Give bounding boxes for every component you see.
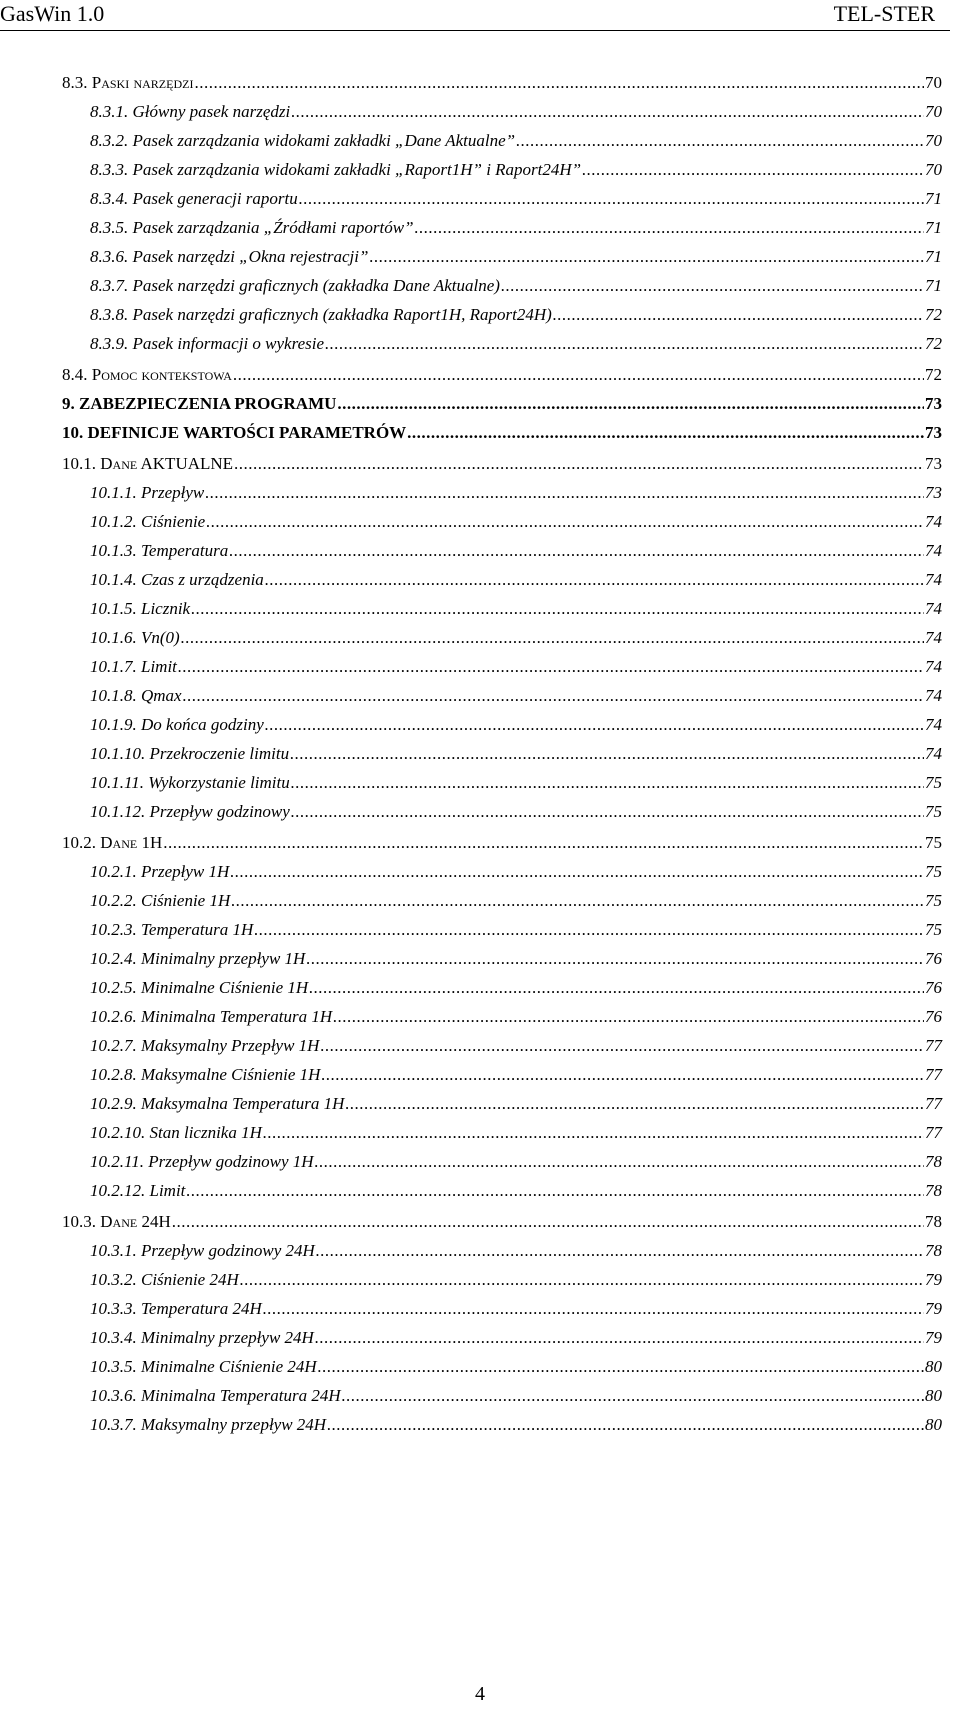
toc-entry-label: Przekroczenie limitu	[149, 744, 290, 763]
toc-entry-page: 79	[925, 1299, 942, 1318]
toc-entry-title	[90, 1176, 185, 1206]
toc-entry-label: Minimalna Temperatura 1H	[141, 1007, 333, 1026]
toc-entry[interactable]	[90, 768, 942, 798]
toc-entry-number: 10.1.2.	[90, 512, 137, 531]
toc-entry-title	[90, 1294, 262, 1324]
toc-entry[interactable]	[90, 710, 942, 740]
toc-entry-label: Przepływ 1H	[141, 862, 230, 881]
toc-entry-page: 70	[925, 160, 942, 179]
dot-leader	[172, 1207, 924, 1237]
toc-entry-page: 75	[925, 773, 942, 792]
toc-entry[interactable]	[90, 213, 942, 243]
toc-entry[interactable]	[90, 1265, 942, 1295]
toc-entry-label: Minimalne Ciśnienie 24H	[141, 1357, 317, 1376]
toc-entry-number: 10.1.	[62, 454, 96, 473]
dot-leader	[333, 1002, 924, 1032]
toc-entry-number: 10.1.4.	[90, 570, 137, 589]
toc-entry-label: Do końca godziny	[141, 715, 264, 734]
header-app-title: GasWin 1.0	[0, 1, 105, 26]
toc-entry-title	[90, 1147, 314, 1177]
toc-entry[interactable]	[62, 360, 942, 390]
dot-leader	[299, 184, 924, 214]
toc-entry-number: 8.3.8.	[90, 305, 129, 324]
toc-entry-page: 77	[925, 1065, 942, 1084]
dot-leader	[316, 1236, 924, 1266]
toc-entry-number: 8.3.5.	[90, 218, 129, 237]
toc-entry-number: 10.1.5.	[90, 599, 137, 618]
toc-entry[interactable]	[90, 1002, 942, 1032]
toc-entry[interactable]	[90, 300, 942, 330]
toc-entry-page: 70	[925, 73, 942, 92]
dot-leader	[263, 1294, 924, 1324]
toc-entry-page: 77	[925, 1123, 942, 1142]
toc-entry-title	[90, 565, 264, 595]
toc-entry[interactable]	[62, 389, 942, 419]
toc-entry-title	[62, 828, 162, 858]
toc-entry-title	[90, 1381, 341, 1411]
dot-leader	[291, 797, 924, 827]
dot-leader	[206, 507, 924, 537]
dot-leader	[231, 886, 924, 916]
toc-entry-number: 8.3.1.	[90, 102, 129, 121]
dot-leader	[254, 915, 924, 945]
dot-leader	[163, 828, 924, 858]
toc-entry-label: Ciśnienie	[141, 512, 206, 531]
toc-entry-page: 78	[925, 1181, 942, 1200]
toc-entry-title	[90, 1352, 317, 1382]
toc-entry-title	[90, 507, 205, 537]
toc-entry-page: 78	[925, 1212, 942, 1231]
toc-entry-label: Przepływ	[141, 483, 205, 502]
dot-leader	[321, 1060, 924, 1090]
toc-entry-page: 77	[925, 1036, 942, 1055]
dot-leader	[233, 360, 924, 390]
toc-entry-title	[90, 1410, 326, 1440]
toc-entry-label: Ciśnienie 24H	[141, 1270, 239, 1289]
toc-entry-number: 10.2.10.	[90, 1123, 146, 1142]
dot-leader	[369, 242, 924, 272]
toc-entry-label: Pasek informacji o wykresie	[132, 334, 325, 353]
toc-entry-label: Maksymalne Ciśnienie 1H	[141, 1065, 321, 1084]
toc-entry-title	[62, 360, 232, 390]
toc-entry-number: 10.2.8.	[90, 1065, 137, 1084]
toc-entry[interactable]	[90, 155, 942, 185]
toc-entry-title	[62, 389, 336, 419]
toc-entry-label: Maksymalna Temperatura 1H	[141, 1094, 345, 1113]
toc-entry-title	[90, 329, 324, 359]
toc-entry[interactable]	[90, 1089, 942, 1119]
toc-entry[interactable]	[90, 1147, 942, 1177]
dot-leader	[415, 213, 924, 243]
dot-leader	[320, 1031, 924, 1061]
toc-entry-label: Główny pasek narzędzi	[132, 102, 291, 121]
toc-entry-label: Limit	[141, 657, 177, 676]
toc-entry-title	[62, 1207, 171, 1237]
toc-entry[interactable]	[90, 1031, 942, 1061]
toc-entry[interactable]	[90, 1323, 942, 1353]
toc-entry-number: 10.1.11.	[90, 773, 144, 792]
toc-entry-label: Przepływ godzinowy	[149, 802, 290, 821]
toc-entry[interactable]	[90, 1381, 942, 1411]
toc-entry-number: 8.4.	[62, 365, 88, 384]
toc-entry-number: 10.1.1.	[90, 483, 137, 502]
toc-entry-page: 74	[925, 715, 942, 734]
toc-entry-label: Czas z urządzenia	[141, 570, 264, 589]
toc-entry-number: 10.2.4.	[90, 949, 137, 968]
toc-entry-title	[90, 478, 204, 508]
toc-entry-number: 10.1.7.	[90, 657, 137, 676]
toc-entry-label: Przepływ godzinowy 24H	[141, 1241, 315, 1260]
toc-entry-label: Dane 24H	[100, 1212, 171, 1231]
toc-entry-label: Dane 1H	[100, 833, 163, 852]
toc-entry[interactable]	[90, 1118, 942, 1148]
toc-entry-label: Maksymalny przepływ 24H	[141, 1415, 327, 1434]
toc-entry-number: 10.3.5.	[90, 1357, 137, 1376]
toc-entry[interactable]	[90, 1352, 942, 1382]
toc-entry-number: 10.1.8.	[90, 686, 137, 705]
header-company: TEL-STER	[833, 1, 935, 26]
toc-entry[interactable]	[90, 1060, 942, 1090]
toc-entry-title	[90, 271, 500, 301]
dot-leader	[553, 300, 924, 330]
dot-leader	[337, 389, 924, 419]
toc-entry[interactable]	[90, 681, 942, 711]
toc-entry-page: 72	[925, 305, 942, 324]
toc-entry-title	[62, 418, 406, 448]
dot-leader	[501, 271, 924, 301]
toc-entry-page: 74	[925, 570, 942, 589]
dot-leader	[582, 155, 924, 185]
toc-entry-title	[90, 242, 368, 272]
toc-entry[interactable]	[62, 1207, 942, 1237]
toc-entry-page: 75	[925, 862, 942, 881]
toc-entry[interactable]	[90, 739, 942, 769]
toc-entry-page: 72	[925, 334, 942, 353]
toc-entry-label: Maksymalny Przepływ 1H	[141, 1036, 320, 1055]
toc-entry-page: 80	[925, 1386, 942, 1405]
toc-entry-title	[90, 681, 182, 711]
toc-entry-label: Minimalny przepływ 24H	[141, 1328, 314, 1347]
toc-entry-number: 10.2.11.	[90, 1152, 144, 1171]
toc-entry-number: 8.3.7.	[90, 276, 129, 295]
toc-entry-label: Wykorzystanie limitu	[148, 773, 290, 792]
toc-entry-page: 75	[925, 891, 942, 910]
toc-entry-page: 79	[925, 1328, 942, 1347]
toc-entry[interactable]	[62, 418, 942, 448]
toc-entry[interactable]	[90, 1236, 942, 1266]
toc-entry-title	[90, 1323, 314, 1353]
toc-entry-label: Pasek zarządzania widokami zakładki „Dane Aktualne”	[132, 131, 516, 150]
toc-entry-page: 74	[925, 599, 942, 618]
toc-entry-label: Temperatura 24H	[141, 1299, 262, 1318]
toc-entry-number: 10.2.9.	[90, 1094, 137, 1113]
toc-entry[interactable]	[90, 915, 942, 945]
toc-entry-label: Dane AKTUALNE	[100, 454, 234, 473]
toc-entry-page: 76	[925, 949, 942, 968]
toc-entry-number: 8.3.	[62, 73, 88, 92]
toc-entry-page: 78	[925, 1241, 942, 1260]
toc-entry-page: 74	[925, 628, 942, 647]
toc-entry-title	[90, 1002, 332, 1032]
dot-leader	[194, 68, 924, 98]
toc-entry-number: 10.1.6.	[90, 628, 137, 647]
toc-entry-title	[90, 1236, 315, 1266]
toc-entry[interactable]	[90, 565, 942, 595]
dot-leader	[290, 739, 924, 769]
toc-entry-label: Temperatura	[141, 541, 229, 560]
toc-entry-label: Minimalne Ciśnienie 1H	[141, 978, 309, 997]
dot-leader	[191, 594, 924, 624]
toc-entry-number: 10.3.1.	[90, 1241, 137, 1260]
toc-entry-title	[90, 184, 298, 214]
toc-entry-title	[90, 652, 177, 682]
toc-entry-title	[90, 300, 552, 330]
toc-entry-page: 73	[925, 423, 942, 442]
toc-entry-page: 75	[925, 802, 942, 821]
toc-entry-number: 10.3.	[62, 1212, 96, 1231]
toc-entry-page: 71	[925, 189, 942, 208]
toc-entry-number: 10.2.5.	[90, 978, 137, 997]
dot-leader	[181, 623, 924, 653]
toc-entry-label: Pasek narzędzi „Okna rejestracji”	[132, 247, 369, 266]
toc-entry-number: 9.	[62, 394, 75, 413]
toc-entry[interactable]	[90, 1410, 942, 1440]
dot-leader	[234, 449, 924, 479]
toc-entry-label: Vn(0)	[141, 628, 180, 647]
toc-entry-label: Pasek generacji raportu	[132, 189, 298, 208]
toc-entry-title	[90, 944, 305, 974]
dot-leader	[205, 478, 924, 508]
toc-entry-page: 73	[925, 454, 942, 473]
toc-entry-page: 74	[925, 744, 942, 763]
toc-entry-page: 74	[925, 686, 942, 705]
toc-entry-page: 70	[925, 102, 942, 121]
toc-entry-page: 78	[925, 1152, 942, 1171]
dot-leader	[407, 418, 924, 448]
toc-entry-page: 77	[925, 1094, 942, 1113]
toc-entry-number: 10.1.12.	[90, 802, 146, 821]
dot-leader	[291, 97, 924, 127]
toc-entry-page: 73	[925, 483, 942, 502]
toc-entry-label: Pomoc kontekstowa	[91, 365, 232, 384]
toc-entry-page: 75	[925, 833, 942, 852]
toc-entry-label: Minimalny przepływ 1H	[141, 949, 306, 968]
toc-entry[interactable]	[90, 97, 942, 127]
toc-entry-title	[90, 1031, 319, 1061]
toc-entry-title	[62, 449, 233, 479]
toc-entry-page: 75	[925, 920, 942, 939]
toc-entry-number: 8.3.3.	[90, 160, 129, 179]
toc-entry-label: Paski narzędzi	[91, 73, 194, 92]
dot-leader	[318, 1352, 924, 1382]
toc-entry-label: Pasek narzędzi graficznych (zakładka Dane Aktualne)	[132, 276, 500, 295]
dot-leader	[265, 710, 924, 740]
toc-entry-label: Limit	[149, 1181, 186, 1200]
toc-entry-title	[90, 1118, 262, 1148]
toc-entry[interactable]	[90, 329, 942, 359]
toc-entry-title	[90, 155, 581, 185]
toc-entry-label: ZABEZPIECZENIA PROGRAMU	[79, 394, 337, 413]
toc-entry-page: 72	[925, 365, 942, 384]
dot-leader	[265, 565, 924, 595]
dot-leader	[345, 1089, 924, 1119]
toc-entry[interactable]	[90, 973, 942, 1003]
toc-entry-number: 8.3.4.	[90, 189, 129, 208]
toc-entry-number: 10.2.12.	[90, 1181, 146, 1200]
toc-entry[interactable]	[90, 271, 942, 301]
toc-entry-label: Minimalna Temperatura 24H	[141, 1386, 341, 1405]
toc-entry[interactable]	[90, 857, 942, 887]
toc-entry-title	[90, 739, 289, 769]
toc-entry[interactable]	[62, 828, 942, 858]
toc-entry-number: 10.2.2.	[90, 891, 137, 910]
toc-entry-title	[90, 797, 290, 827]
toc-entry[interactable]	[62, 449, 942, 479]
page-number: 4	[475, 1683, 485, 1705]
toc-entry[interactable]	[90, 126, 942, 156]
toc-entry-title	[90, 915, 253, 945]
toc-entry-number: 8.3.9.	[90, 334, 129, 353]
toc-entry-title	[90, 768, 290, 798]
toc-entry-title	[90, 710, 264, 740]
toc-entry-label: Temperatura 1H	[141, 920, 254, 939]
toc-entry-title	[90, 1089, 344, 1119]
dot-leader	[306, 944, 924, 974]
toc-entry-title	[90, 973, 308, 1003]
toc-entry[interactable]	[90, 1176, 942, 1206]
toc-entry-label: Stan licznika 1H	[149, 1123, 262, 1142]
toc-entry[interactable]	[90, 594, 942, 624]
toc-entry-page: 70	[925, 131, 942, 150]
dot-leader	[186, 1176, 924, 1206]
toc-entry-label: Qmax	[141, 686, 182, 705]
dot-leader	[309, 973, 924, 1003]
toc-entry-number: 10.2.6.	[90, 1007, 137, 1026]
toc-entry-title	[90, 1265, 239, 1295]
toc-entry-number: 10.3.7.	[90, 1415, 137, 1434]
toc-entry-label: DEFINICJE WARTOŚCI PARAMETRÓW	[87, 423, 407, 442]
toc-entry-page: 79	[925, 1270, 942, 1289]
toc-entry[interactable]	[90, 652, 942, 682]
toc-entry-page: 76	[925, 978, 942, 997]
toc-entry-number: 10.1.10.	[90, 744, 146, 763]
dot-leader	[342, 1381, 924, 1411]
toc-entry-title	[90, 857, 229, 887]
toc-entry-title	[90, 594, 190, 624]
toc-entry-page: 71	[925, 276, 942, 295]
toc-entry[interactable]	[90, 184, 942, 214]
toc-entry[interactable]	[90, 507, 942, 537]
toc-entry-title	[90, 213, 414, 243]
toc-entry[interactable]	[90, 1294, 942, 1324]
dot-leader	[263, 1118, 924, 1148]
dot-leader	[325, 329, 924, 359]
toc-entry-page: 74	[925, 512, 942, 531]
toc-entry-number: 10.3.3.	[90, 1299, 137, 1318]
dot-leader	[327, 1410, 924, 1440]
toc-entry-page: 76	[925, 1007, 942, 1026]
toc-entry-number: 8.3.6.	[90, 247, 129, 266]
toc-entry[interactable]	[90, 797, 942, 827]
toc-entry-number: 10.2.3.	[90, 920, 137, 939]
dot-leader	[183, 681, 924, 711]
toc-entry-page: 73	[925, 394, 942, 413]
toc-entry-page: 74	[925, 657, 942, 676]
toc-entry-number: 10.1.3.	[90, 541, 137, 560]
dot-leader	[315, 1323, 924, 1353]
toc-entry-number: 10.2.	[62, 833, 96, 852]
toc-entry-label: Pasek zarządzania „Źródłami raportów”	[132, 218, 414, 237]
toc-entry-label: Przepływ godzinowy 1H	[148, 1152, 314, 1171]
toc-entry-title	[90, 126, 515, 156]
toc-entry-number: 10.2.1.	[90, 862, 137, 881]
toc-entry-number: 10.2.7.	[90, 1036, 137, 1055]
toc-entry[interactable]	[62, 68, 942, 98]
toc-entry-number: 10.3.6.	[90, 1386, 137, 1405]
toc-entry-label: Licznik	[141, 599, 191, 618]
toc-entry-page: 71	[925, 218, 942, 237]
dot-leader	[229, 536, 924, 566]
toc-entry-title	[90, 536, 228, 566]
toc-entry-number: 10.3.2.	[90, 1270, 137, 1289]
toc-entry-label: Ciśnienie 1H	[141, 891, 231, 910]
toc-entry-page: 80	[925, 1415, 942, 1434]
toc-entry[interactable]	[90, 242, 942, 272]
toc-entry-number: 10.1.9.	[90, 715, 137, 734]
toc-entry[interactable]	[90, 886, 942, 916]
toc-entry-label: Pasek narzędzi graficznych (zakładka Raport1H, Raport24H)	[132, 305, 552, 324]
toc-entry-page: 74	[925, 541, 942, 560]
dot-leader	[315, 1147, 924, 1177]
toc-entry[interactable]	[90, 478, 942, 508]
toc-entry[interactable]	[90, 536, 942, 566]
dot-leader	[291, 768, 924, 798]
toc-entry-page: 80	[925, 1357, 942, 1376]
toc-entry-title	[90, 97, 290, 127]
toc-entry[interactable]	[90, 944, 942, 974]
dot-leader	[240, 1265, 924, 1295]
toc-entry-page: 71	[925, 247, 942, 266]
toc-entry-number: 10.3.4.	[90, 1328, 137, 1347]
toc-entry[interactable]	[90, 623, 942, 653]
toc-entry-number: 10.	[62, 423, 84, 442]
dot-leader	[230, 857, 924, 887]
toc-entry-title	[90, 623, 180, 653]
dot-leader	[516, 126, 924, 156]
toc-entry-title	[62, 68, 193, 98]
toc-entry-title	[90, 886, 230, 916]
dot-leader	[178, 652, 924, 682]
toc-entry-number: 8.3.2.	[90, 131, 129, 150]
toc-entry-label: Pasek zarządzania widokami zakładki „Raport1H” i Raport24H”	[132, 160, 582, 179]
toc-entry-title	[90, 1060, 320, 1090]
